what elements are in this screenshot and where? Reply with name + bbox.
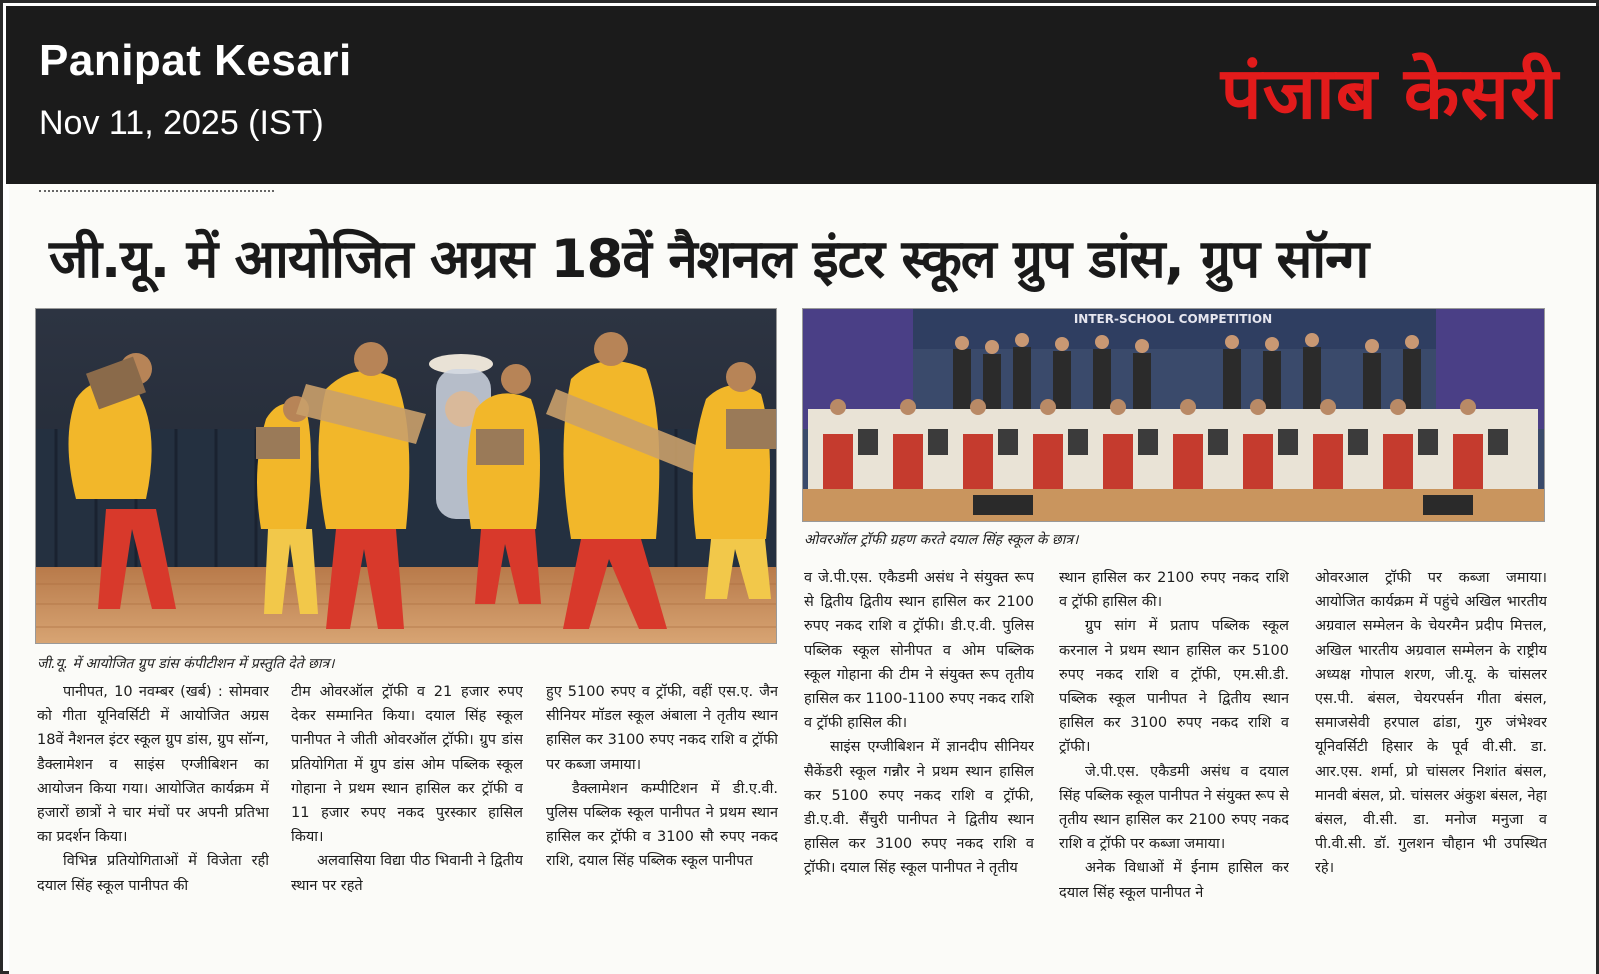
paragraph: अनेक विधाओं में ईनाम हासिल कर दयाल सिंह स्कूल पानीपत ने bbox=[1059, 860, 1289, 901]
paragraph: टीम ओवरऑल ट्रॉफी व 21 हजार रुपए देकर सम्मानित किया। दयाल सिंह स्कूल पानीपत ने जीती ओवरऑल ट्रॉफी। ग्रुप डांस प्रतियोगिता में ग्रुप डांस ओम पब्लिक स्कूल गोहाना ने प्रथम स्थान हासिल कर ट्रॉफी व 11 हजार रुपए नकद पुरस्कार हासिल किया। bbox=[291, 684, 523, 846]
paragraph: हुए 5100 रुपए व ट्रॉफी, वहीं एस.ए. जैन सीनियर मॉडल स्कूल अंबाला ने तृतीय स्थान हासिल कर 3100 रुपए नकद राशि व ट्रॉफी पर कब्जा जमाया। bbox=[546, 684, 778, 773]
paragraph: जे.पी.एस. एकैडमी असंध व दयाल सिंह पब्लिक स्कूल पानीपत ने संयुक्त रूप से तृतीय स्थान हासिल कर 2100 रुपए नकद राशि व ट्रॉफी पर कब्जा जमाया। bbox=[1059, 763, 1289, 853]
photo-group-dance bbox=[35, 308, 777, 644]
paragraph: अलवासिया विद्या पीठ भिवानी ने द्वितीय स्थान पर रहते bbox=[291, 853, 523, 894]
edition-date: Nov 11, 2025 (IST) bbox=[39, 104, 324, 142]
paragraph: व जे.पी.एस. एकैडमी असंध ने संयुक्त रूप से द्वितीय द्वितीय स्थान हासिल कर 2100 रुपए नकद राशि व ट्रॉफी। डी.ए.वी. पुलिस पब्लिक स्कूल सोनीपत व ओम पब्लिक स्कूल गोहाना की टीम ने संयुक्त रूप तृतीय हासिल कर 1100-1100 रुपए नकद राशि व ट्रॉफी हासिल की। bbox=[804, 570, 1034, 732]
photo-left-caption: जी.यू. में आयोजित ग्रुप डांस कंपीटीशन में प्रस्तुति देते छात्र। bbox=[37, 656, 335, 672]
edition-name: Panipat Kesari bbox=[39, 36, 352, 85]
article-column-3 bbox=[546, 680, 778, 930]
article-column-5 bbox=[1059, 566, 1289, 930]
article-column-1 bbox=[37, 680, 269, 930]
newspaper-masthead: पंजाब केसरी bbox=[1220, 51, 1559, 135]
article-headline: जी.यू. में आयोजित अग्रस 18वें नैशनल इंटर स्कूल ग्रुप डांस, ग्रुप सॉन्ग bbox=[49, 229, 1369, 290]
paragraph: पानीपत, 10 नवम्बर (खर्ब) : सोमवार को गीता यूनिवर्सिटी में आयोजित अग्रस 18वें नैशनल इंटर स्कूल ग्रुप डांस, ग्रुप सॉन्ग, डैक्लामेशन व साइंस एग्जीबिशन का आयोजन किया गया। आयोजित कार्यक्रम में हजारों छात्रों ने चार मंचों पर अपनी प्रतिभा का प्रदर्शन किया। bbox=[37, 684, 269, 846]
paragraph: साइंस एग्जीबिशन में ज्ञानदीप सीनियर सैकेंडरी स्कूल गन्नौर ने प्रथम स्थान हासिल कर 5100 रुपए नकद राशि व ट्रॉफी, डी.ए.वी. सैंचुरी पानीपत ने द्वितीय स्थान हासिल कर 3100 रुपए नकद राशि व ट्रॉफी। दयाल सिंह स्कूल पानीपत ने तृतीय bbox=[804, 739, 1034, 877]
article-column-4 bbox=[804, 566, 1034, 930]
paragraph: ओवरआल ट्रॉफी पर कब्जा जमाया। आयोजित कार्यक्रम में पहुंचे अखिल भारतीय अग्रवाल सम्मेलन के चेयरमैन प्रदीप मित्तल, अखिल भारतीय अग्रवाल सम्मेलन के राष्ट्रीय अध्यक्ष गोपाल शरण, जी.यू. के चांसलर एस.पी. बंसल, चेयरपर्सन गीता बंसल, समाजसेवी हरपाल ढांडा, गुरु जंभेश्वर यूनिवर्सिटी हिसार के पूर्व वी.सी. डा. आर.एस. शर्मा, प्रो चांसलर निशांत बंसल, मानवी बंसल, प्रो. चांसलर अंकुश बंसल, नेहा बंसल, वी.सी. डा. मनोज मनुजा व पी.वी.सी. डॉ. गुलशन चौहान भी उपस्थित रहे। bbox=[1315, 570, 1547, 877]
article-column-6 bbox=[1315, 566, 1547, 930]
paragraph: ग्रुप सांग में प्रताप पब्लिक स्कूल करनाल ने प्रथम स्थान हासिल कर 5100 रुपए नकद राशि व ट्रॉफी, एम.सी.डी. पब्लिक स्कूल पानीपत ने द्वितीय स्थान हासिल कर 3100 रुपए नकद राशि व ट्रॉफी। bbox=[1059, 618, 1289, 756]
header-bar bbox=[6, 6, 1599, 184]
dotted-divider bbox=[39, 190, 274, 192]
article-column-2 bbox=[291, 680, 523, 930]
paragraph: डैक्लामेशन कम्पीटिशन में डी.ए.वी. पुलिस पब्लिक स्कूल पानीपत ने प्रथम स्थान हासिल कर ट्रॉफी व 3100 सौ रुपए नकद राशि, दयाल सिंह पब्लिक स्कूल पानीपत bbox=[546, 780, 778, 870]
banner-text: INTER-SCHOOL COMPETITION bbox=[1073, 312, 1273, 326]
paragraph: विभिन्न प्रतियोगिताओं में विजेता रही दयाल सिंह स्कूल पानीपत की bbox=[37, 853, 269, 894]
news-clipping bbox=[9, 184, 1596, 974]
paragraph: स्थान हासिल कर 2100 रुपए नकद राशि व ट्रॉफी हासिल की। bbox=[1059, 570, 1289, 611]
photo-trophy-ceremony bbox=[802, 308, 1545, 522]
photo-right-caption: ओवरऑल ट्रॉफी ग्रहण करते दयाल सिंह स्कूल के छात्र। bbox=[804, 532, 1079, 548]
